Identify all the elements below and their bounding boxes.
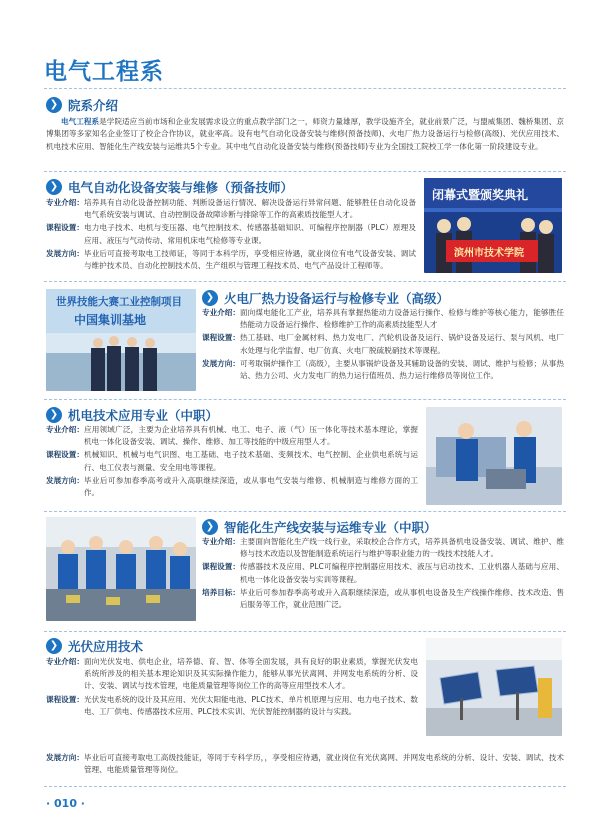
intro-text: 是学院适应当前市场和企业发展需求设立的重点教学部门之一，师资力量雄厚，教学设施齐全，就业前景广泛，与盟威集团、魏桥集团、京博集团等多家知名企业签订了校企合作协议，就业率高。设有电气自动化设备安装与维修(预备技师)、火电厂热力设备运行与检修(高级)、光伏应用技术、机电技术应用、智能化生产线安装与运维共5个专业。其中电气自动化设备安装与维修(预备技师)专业为全国技工院校工学一体化第一阶段建设专业。 bbox=[46, 117, 564, 151]
major-intro-row: 专业介绍： 应用领域广泛，主要为企业培养具有机械、电工、电子、液（气）压一体化等技术基本理论，掌握机电一体化设备安装、调试、操作、维修、加工等技能的中级应用型人才。 bbox=[46, 425, 418, 447]
divider bbox=[44, 88, 566, 89]
major-training-row: 培养目标： 毕业后可参加春季高考或升入高职继续深造，或从事机电设备及生产线操作维修、技术改造、售后服务等工作，就业范围广泛。 bbox=[202, 587, 564, 610]
divider bbox=[44, 399, 566, 400]
major-courses-row: 课程设置： 光伏发电系统的设计及其应用、光伏太阳能电池、PLC技术、单片机原理与应用、电力电子技术、数电、工厂供电、传感器技术应用、PLC技术实训、光伏智能控制器的设计与实践。 bbox=[46, 694, 418, 716]
divider bbox=[44, 631, 566, 632]
major-details bbox=[202, 307, 564, 383]
major-career-row: 发展方向： 毕业后可直接考取电工高级技能证，等同于专科学历，，享受相应待遇，就业岗位有光伏离网、并网发电系统的分析、设计、安装、调试、技术管理、电能质量管理等岗位。 bbox=[46, 753, 564, 775]
major-career-row: 发展方向： 可考取锅炉操作工（高级），主要从事锅炉设备及其辅助设备的安装、调试、维护与检修；从事热站、热力公司、火力发电厂的热力运行值班员、热力运行维修员等岗位工作。 bbox=[202, 358, 564, 381]
major-courses-row: 课程设置： 电力电子技术、电机与变压器、电气控制技术、传感器基础知识、可编程序控制器（PLC）原理及应用、液压与气动传动、常用机床电气检修等专业课。 bbox=[46, 223, 416, 245]
major-title: 光伏应用技术 bbox=[68, 639, 144, 654]
major-details bbox=[46, 197, 416, 273]
chevron-right-icon: ❯ bbox=[46, 407, 62, 423]
major-heading bbox=[202, 289, 449, 307]
major-courses-row: 课程设置： 传感器技术及应用、PLC可编程序控制器应用技术、液压与启动技术、工业机器人基础与应用、机电一体化设备安装与实训等课程。 bbox=[202, 562, 564, 584]
award-ceremony-photo bbox=[424, 178, 562, 273]
divider bbox=[44, 281, 566, 282]
chevron-right-icon: ❯ bbox=[202, 290, 218, 306]
major-details bbox=[202, 536, 564, 612]
major-heading bbox=[202, 518, 437, 536]
major-intro-row: 专业介绍： 面向光伏发电、供电企业，培养德、育、智、体等全面发展，具有良好的职业素质，掌握光伏发电系统所涉及的相关基本理论知识及其实际操作能力，能够从事光伏离网、并网发电系统的分析、设计、安装、调试与技术管理，电能质量管理等岗位工作的高等应用型技术人才。 bbox=[46, 657, 418, 691]
solar-lab-photo bbox=[426, 638, 562, 736]
major-details bbox=[46, 656, 418, 719]
major-intro-row: 专业介绍： 主要面向智能化生产线一线行业，采取校企合作方式，培养具备机电设备安装、调试、维护、维修与技术改造以及智能制造系统运行与维护等职业能力的一线技术技能人才。 bbox=[202, 537, 564, 559]
intro-heading bbox=[46, 96, 118, 114]
major-title: 火电厂热力设备运行与检修专业（高级） bbox=[224, 291, 450, 306]
major-career-row: 发展方向： 毕业后可参加春季高考或升入高职继续深造，或从事电气安装与维修、机械制造与维修方面的工作。 bbox=[46, 475, 418, 498]
intro-lead: 电气工程系 bbox=[61, 117, 100, 126]
major-career-row: 发展方向： 毕业后可直接考取电工技师证，等同于本科学历，享受相应待遇，就业岗位有电气设备安装、调试与维护技术员、自动化控制技术员、生产组织与管理工程技术员、电气产品设计工程师等。 bbox=[46, 248, 416, 271]
students-workbench-photo bbox=[426, 407, 562, 505]
major-intro-row: 专业介绍： 面向煤电能化工产业，培养具有掌握热能动力设备运行操作、检修与维护等核心能力，能够胜任热能动力设备运行操作、检修维护工作的高素质技能型人才 bbox=[202, 308, 564, 330]
training-base-photo bbox=[46, 289, 196, 391]
major-heading bbox=[46, 178, 293, 196]
major-courses-row: 课程设置： 机械知识、机械与电气识图、电工基础、电子技术基础、变频技术、电气控制、企业供电系统与运行、电工仪表与测量、安全用电等课程。 bbox=[46, 450, 418, 472]
major-title: 智能化生产线安装与运维专业（中职） bbox=[224, 520, 437, 535]
page-title: 电气工程系 bbox=[44, 59, 164, 85]
students-training-photo bbox=[46, 517, 196, 621]
major-intro-row: 专业介绍： 培养具有自动化设备控制功能、判断设备运行情况、解决设备运行异常问题、能够胜任自动化设备电气系统安装与调试、自动控制设备故障诊断与排除等工作的高素质技能型人才。 bbox=[46, 198, 416, 220]
chevron-right-icon: ❯ bbox=[202, 519, 218, 535]
major-title: 电气自动化设备安装与维修（预备技师） bbox=[68, 180, 294, 195]
photo-subcaption: 中国集训基地 bbox=[74, 313, 147, 327]
chevron-right-icon: ❯ bbox=[46, 638, 62, 654]
divider bbox=[44, 511, 566, 512]
chevron-right-icon: ❯ bbox=[46, 97, 62, 113]
intro-paragraph bbox=[46, 116, 564, 153]
major-title: 机电技术应用专业（中职） bbox=[68, 408, 219, 423]
divider bbox=[44, 786, 566, 787]
photo-banner: 滨州市技术学院 bbox=[454, 248, 524, 259]
photo-caption: 闭幕式暨颁奖典礼 bbox=[432, 188, 529, 202]
major-courses-row: 课程设置： 热工基础、电厂金属材料、热力发电厂、汽轮机设备及运行、锅炉设备及运行、泵与风机、电厂水处理与化学监督、电厂仿真、火电厂脱硫脱硝技术等课程。 bbox=[202, 333, 564, 355]
chevron-right-icon: ❯ bbox=[46, 179, 62, 195]
major-details bbox=[46, 424, 418, 500]
page-number: · 010 · bbox=[46, 797, 85, 810]
intro-title: 院系介绍 bbox=[68, 98, 119, 113]
divider bbox=[44, 171, 566, 172]
major-details bbox=[46, 752, 564, 777]
major-heading bbox=[46, 406, 218, 424]
photo-caption: 世界技能大赛工业控制项目 bbox=[56, 296, 182, 308]
major-heading bbox=[46, 637, 143, 655]
